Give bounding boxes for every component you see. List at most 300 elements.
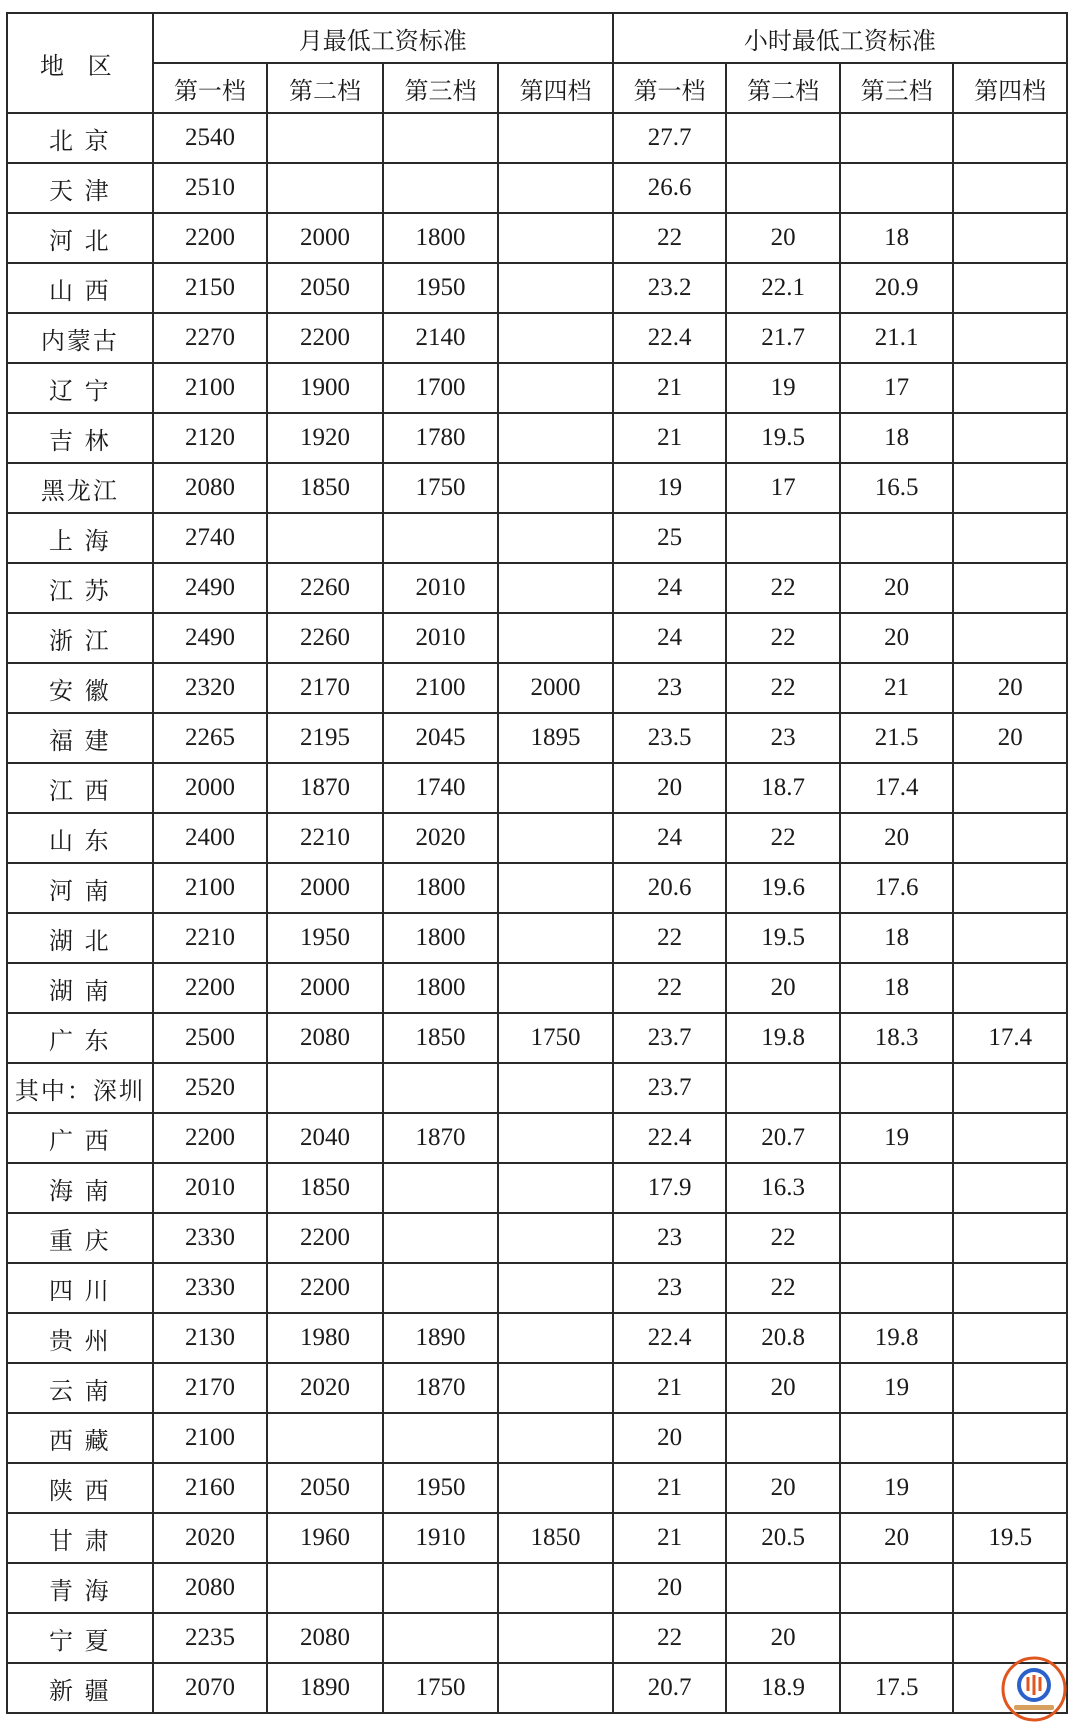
hourly-wage-cell xyxy=(953,163,1067,213)
tier-header: 第二档 xyxy=(726,63,840,113)
hourly-wage-cell: 21.5 xyxy=(840,713,954,763)
hourly-wage-cell xyxy=(953,1313,1067,1363)
monthly-wage-cell: 2320 xyxy=(153,663,268,713)
monthly-wage-cell: 2170 xyxy=(153,1363,268,1413)
hourly-wage-cell xyxy=(840,1613,954,1663)
hourly-wage-cell: 19.6 xyxy=(726,863,840,913)
hourly-wage-cell xyxy=(953,1063,1067,1113)
hourly-wage-cell xyxy=(840,1213,954,1263)
region-cell: 河 南 xyxy=(7,863,153,913)
hourly-wage-cell: 23 xyxy=(613,1213,727,1263)
region-cell: 海 南 xyxy=(7,1163,153,1213)
wage-table-container xyxy=(6,12,1068,1714)
monthly-wage-cell xyxy=(498,1313,613,1363)
hourly-wage-cell: 22 xyxy=(726,663,840,713)
monthly-wage-cell: 1700 xyxy=(383,363,499,413)
monthly-wage-cell: 2100 xyxy=(153,863,268,913)
table-row xyxy=(7,913,1067,963)
monthly-wage-cell xyxy=(498,1263,613,1313)
hourly-wage-cell xyxy=(953,1563,1067,1613)
monthly-wage-cell: 2210 xyxy=(267,813,383,863)
monthly-wage-cell xyxy=(383,1063,499,1113)
hourly-wage-cell: 23 xyxy=(613,663,727,713)
tier-header: 第一档 xyxy=(613,63,727,113)
monthly-wage-cell: 2080 xyxy=(153,463,268,513)
monthly-wage-cell: 2100 xyxy=(153,363,268,413)
monthly-wage-cell: 1800 xyxy=(383,863,499,913)
region-cell: 湖 北 xyxy=(7,913,153,963)
monthly-wage-cell: 2050 xyxy=(267,1463,383,1513)
table-row xyxy=(7,1213,1067,1263)
monthly-wage-cell xyxy=(383,113,499,163)
monthly-wage-cell xyxy=(498,963,613,1013)
table-row xyxy=(7,1263,1067,1313)
hourly-wage-cell: 23 xyxy=(613,1263,727,1313)
region-cell: 贵 州 xyxy=(7,1313,153,1363)
hourly-wage-cell: 18.9 xyxy=(726,1663,840,1713)
hourly-wage-cell: 27.7 xyxy=(613,113,727,163)
monthly-wage-cell xyxy=(498,763,613,813)
monthly-wage-cell xyxy=(498,313,613,363)
monthly-wage-cell: 2000 xyxy=(267,213,383,263)
monthly-wage-cell: 2490 xyxy=(153,613,268,663)
hourly-wage-cell: 17.6 xyxy=(840,863,954,913)
hourly-wage-cell xyxy=(953,513,1067,563)
hourly-wage-cell xyxy=(840,1413,954,1463)
hourly-wage-cell: 17.5 xyxy=(840,1663,954,1713)
hourly-wage-cell: 20 xyxy=(840,563,954,613)
hourly-wage-cell xyxy=(726,1563,840,1613)
hourly-wage-cell xyxy=(953,863,1067,913)
region-cell: 江 苏 xyxy=(7,563,153,613)
hourly-wage-cell: 16.5 xyxy=(840,463,954,513)
hourly-wage-cell: 22 xyxy=(726,1213,840,1263)
table-row xyxy=(7,213,1067,263)
monthly-wage-cell: 2170 xyxy=(267,663,383,713)
monthly-wage-cell xyxy=(267,1413,383,1463)
hourly-wage-cell: 24 xyxy=(613,613,727,663)
region-cell: 新 疆 xyxy=(7,1663,153,1713)
monthly-wage-cell: 2160 xyxy=(153,1463,268,1513)
watermark-text-bar xyxy=(1014,1705,1054,1710)
monthly-wage-cell: 2330 xyxy=(153,1213,268,1263)
hourly-wage-cell xyxy=(840,1063,954,1113)
monthly-wage-cell: 2260 xyxy=(267,613,383,663)
hourly-wage-cell: 24 xyxy=(613,813,727,863)
monthly-wage-cell: 1960 xyxy=(267,1513,383,1563)
hourly-wage-cell: 18 xyxy=(840,913,954,963)
hourly-wage-cell xyxy=(953,563,1067,613)
hourly-wage-cell: 20 xyxy=(840,813,954,863)
table-row xyxy=(7,1663,1067,1713)
hourly-wage-cell: 20 xyxy=(613,1413,727,1463)
region-cell: 黑龙江 xyxy=(7,463,153,513)
hourly-wage-cell xyxy=(953,963,1067,1013)
hourly-wage-cell xyxy=(726,113,840,163)
region-cell: 云 南 xyxy=(7,1363,153,1413)
hourly-wage-cell: 22.1 xyxy=(726,263,840,313)
monthly-wage-cell xyxy=(383,1163,499,1213)
monthly-wage-cell: 2195 xyxy=(267,713,383,763)
monthly-wage-group-header: 月最低工资标准 xyxy=(153,13,613,63)
table-row xyxy=(7,713,1067,763)
monthly-wage-cell xyxy=(498,1363,613,1413)
hourly-wage-cell xyxy=(953,813,1067,863)
watermark-mark xyxy=(1028,1675,1040,1695)
hourly-wage-cell: 21.1 xyxy=(840,313,954,363)
monthly-wage-cell: 2200 xyxy=(267,1213,383,1263)
monthly-wage-cell xyxy=(383,1263,499,1313)
table-header xyxy=(7,13,1067,113)
monthly-wage-cell: 2490 xyxy=(153,563,268,613)
table-row xyxy=(7,413,1067,463)
hourly-wage-cell: 18 xyxy=(840,413,954,463)
hourly-wage-cell: 22 xyxy=(726,613,840,663)
table-row xyxy=(7,613,1067,663)
tier-header: 第三档 xyxy=(383,63,499,113)
hourly-wage-cell xyxy=(953,913,1067,963)
hourly-wage-cell: 20 xyxy=(840,1513,954,1563)
hourly-wage-cell: 21 xyxy=(613,413,727,463)
hourly-wage-cell xyxy=(953,113,1067,163)
hourly-wage-cell: 20.5 xyxy=(726,1513,840,1563)
hourly-wage-cell xyxy=(953,413,1067,463)
monthly-wage-cell xyxy=(498,413,613,463)
monthly-wage-cell xyxy=(383,1563,499,1613)
hourly-wage-cell: 20 xyxy=(726,1613,840,1663)
monthly-wage-cell xyxy=(498,213,613,263)
monthly-wage-cell: 2000 xyxy=(267,863,383,913)
monthly-wage-cell: 1740 xyxy=(383,763,499,813)
monthly-wage-cell xyxy=(383,163,499,213)
hourly-wage-cell: 23.2 xyxy=(613,263,727,313)
hourly-wage-cell xyxy=(840,1263,954,1313)
hourly-wage-cell: 20 xyxy=(613,1563,727,1613)
hourly-wage-cell: 19 xyxy=(840,1363,954,1413)
hourly-wage-cell: 20.7 xyxy=(613,1663,727,1713)
monthly-wage-cell: 2260 xyxy=(267,563,383,613)
hourly-wage-cell: 20.7 xyxy=(726,1113,840,1163)
hourly-wage-cell: 19.5 xyxy=(726,913,840,963)
hourly-wage-cell: 20 xyxy=(953,713,1067,763)
hourly-wage-cell: 22 xyxy=(726,1263,840,1313)
hourly-wage-cell: 22 xyxy=(726,813,840,863)
monthly-wage-cell: 2200 xyxy=(153,213,268,263)
monthly-wage-cell: 1980 xyxy=(267,1313,383,1363)
region-cell: 江 西 xyxy=(7,763,153,813)
hourly-wage-cell xyxy=(953,313,1067,363)
hourly-wage-cell xyxy=(953,763,1067,813)
table-row xyxy=(7,1463,1067,1513)
hourly-wage-cell: 20 xyxy=(726,1463,840,1513)
monthly-wage-cell xyxy=(498,513,613,563)
monthly-wage-cell: 1850 xyxy=(383,1013,499,1063)
monthly-wage-cell xyxy=(498,563,613,613)
hourly-wage-cell xyxy=(953,263,1067,313)
hourly-wage-cell: 22 xyxy=(613,913,727,963)
hourly-wage-cell: 18 xyxy=(840,213,954,263)
hourly-wage-cell: 19 xyxy=(840,1463,954,1513)
table-row xyxy=(7,1613,1067,1663)
hourly-wage-cell: 21 xyxy=(613,363,727,413)
hourly-wage-cell xyxy=(953,1213,1067,1263)
monthly-wage-cell xyxy=(267,1563,383,1613)
monthly-wage-cell: 2140 xyxy=(383,313,499,363)
hourly-wage-cell xyxy=(953,613,1067,663)
monthly-wage-cell: 2080 xyxy=(267,1013,383,1063)
monthly-wage-cell xyxy=(383,1213,499,1263)
monthly-wage-cell: 2020 xyxy=(267,1363,383,1413)
monthly-wage-cell: 2080 xyxy=(267,1613,383,1663)
region-cell: 北 京 xyxy=(7,113,153,163)
monthly-wage-cell: 2045 xyxy=(383,713,499,763)
table-row xyxy=(7,113,1067,163)
hourly-wage-cell: 17 xyxy=(726,463,840,513)
hourly-wage-cell xyxy=(953,1363,1067,1413)
monthly-wage-cell xyxy=(498,613,613,663)
hourly-wage-cell: 17.4 xyxy=(840,763,954,813)
monthly-wage-cell xyxy=(498,1413,613,1463)
hourly-wage-cell: 22.4 xyxy=(613,313,727,363)
hourly-wage-cell: 22 xyxy=(726,563,840,613)
monthly-wage-cell xyxy=(498,913,613,963)
monthly-wage-cell: 1890 xyxy=(383,1313,499,1363)
table-row xyxy=(7,663,1067,713)
region-cell: 青 海 xyxy=(7,1563,153,1613)
region-cell: 天 津 xyxy=(7,163,153,213)
table-row xyxy=(7,1113,1067,1163)
region-cell: 重 庆 xyxy=(7,1213,153,1263)
table-row xyxy=(7,463,1067,513)
hourly-wage-cell: 20 xyxy=(953,663,1067,713)
hourly-wage-cell: 23 xyxy=(726,713,840,763)
hourly-wage-cell: 22 xyxy=(613,213,727,263)
header-row-tiers xyxy=(7,63,1067,113)
hourly-wage-cell: 22 xyxy=(613,1613,727,1663)
hourly-wage-cell: 19 xyxy=(613,463,727,513)
monthly-wage-cell: 2210 xyxy=(153,913,268,963)
hourly-wage-cell xyxy=(953,1413,1067,1463)
hourly-wage-cell: 21 xyxy=(613,1463,727,1513)
minimum-wage-table xyxy=(6,12,1068,1714)
monthly-wage-cell: 1870 xyxy=(383,1363,499,1413)
monthly-wage-cell: 2235 xyxy=(153,1613,268,1663)
region-cell: 陕 西 xyxy=(7,1463,153,1513)
table-row xyxy=(7,813,1067,863)
hourly-wage-cell: 20.6 xyxy=(613,863,727,913)
hourly-wage-cell xyxy=(840,113,954,163)
monthly-wage-cell: 2130 xyxy=(153,1313,268,1363)
monthly-wage-cell xyxy=(267,113,383,163)
region-cell: 西 藏 xyxy=(7,1413,153,1463)
table-row xyxy=(7,863,1067,913)
hourly-wage-cell xyxy=(953,213,1067,263)
monthly-wage-cell: 1950 xyxy=(267,913,383,963)
monthly-wage-cell: 2000 xyxy=(267,963,383,1013)
monthly-wage-cell: 2330 xyxy=(153,1263,268,1313)
monthly-wage-cell xyxy=(498,1663,613,1713)
hourly-wage-cell: 21.7 xyxy=(726,313,840,363)
monthly-wage-cell xyxy=(498,363,613,413)
table-row xyxy=(7,313,1067,363)
table-row xyxy=(7,963,1067,1013)
region-cell: 内蒙古 xyxy=(7,313,153,363)
monthly-wage-cell xyxy=(267,1063,383,1113)
hourly-wage-cell xyxy=(953,363,1067,413)
monthly-wage-cell: 2500 xyxy=(153,1013,268,1063)
hourly-wage-cell: 21 xyxy=(613,1363,727,1413)
hourly-wage-cell: 22.4 xyxy=(613,1113,727,1163)
monthly-wage-cell: 2050 xyxy=(267,263,383,313)
hourly-wage-cell: 17.9 xyxy=(613,1163,727,1213)
hourly-wage-cell: 18 xyxy=(840,963,954,1013)
hourly-wage-cell: 23.7 xyxy=(613,1013,727,1063)
region-cell: 福 建 xyxy=(7,713,153,763)
monthly-wage-cell: 2510 xyxy=(153,163,268,213)
monthly-wage-cell: 1800 xyxy=(383,913,499,963)
hourly-wage-cell xyxy=(726,513,840,563)
hourly-wage-cell xyxy=(840,1563,954,1613)
table-row xyxy=(7,563,1067,613)
table-row xyxy=(7,1313,1067,1363)
monthly-wage-cell: 1870 xyxy=(267,763,383,813)
monthly-wage-cell: 2200 xyxy=(153,1113,268,1163)
region-column-header: 地 区 xyxy=(7,13,153,113)
hourly-wage-cell: 20 xyxy=(840,613,954,663)
monthly-wage-cell xyxy=(498,1063,613,1113)
monthly-wage-cell: 2120 xyxy=(153,413,268,463)
hourly-wage-cell xyxy=(953,1113,1067,1163)
region-cell: 辽 宁 xyxy=(7,363,153,413)
tier-header: 第一档 xyxy=(153,63,268,113)
hourly-wage-cell xyxy=(953,1463,1067,1513)
hourly-wage-cell: 20 xyxy=(726,1363,840,1413)
monthly-wage-cell: 2080 xyxy=(153,1563,268,1613)
monthly-wage-cell: 1950 xyxy=(383,263,499,313)
monthly-wage-cell: 2150 xyxy=(153,263,268,313)
table-row xyxy=(7,1513,1067,1563)
table-row xyxy=(7,513,1067,563)
hourly-wage-cell: 17.4 xyxy=(953,1013,1067,1063)
monthly-wage-cell: 2010 xyxy=(383,563,499,613)
hourly-wage-cell: 21 xyxy=(840,663,954,713)
region-cell: 其中：深圳 xyxy=(7,1063,153,1113)
table-row xyxy=(7,1363,1067,1413)
monthly-wage-cell: 1850 xyxy=(267,1163,383,1213)
hourly-wage-cell xyxy=(953,1263,1067,1313)
hourly-wage-cell: 19.8 xyxy=(840,1313,954,1363)
monthly-wage-cell: 2400 xyxy=(153,813,268,863)
monthly-wage-cell: 1910 xyxy=(383,1513,499,1563)
monthly-wage-cell: 2200 xyxy=(267,1263,383,1313)
region-cell: 山 东 xyxy=(7,813,153,863)
hourly-wage-cell: 22 xyxy=(613,963,727,1013)
table-row xyxy=(7,363,1067,413)
hourly-wage-cell xyxy=(726,1413,840,1463)
region-cell: 湖 南 xyxy=(7,963,153,1013)
monthly-wage-cell xyxy=(498,813,613,863)
hourly-wage-cell: 16.3 xyxy=(726,1163,840,1213)
monthly-wage-cell: 2010 xyxy=(383,613,499,663)
hourly-wage-cell xyxy=(953,1163,1067,1213)
monthly-wage-cell xyxy=(498,1163,613,1213)
monthly-wage-cell: 2520 xyxy=(153,1063,268,1113)
region-cell: 广 东 xyxy=(7,1013,153,1063)
monthly-wage-cell xyxy=(498,113,613,163)
monthly-wage-cell: 2000 xyxy=(153,763,268,813)
hourly-wage-cell: 24 xyxy=(613,563,727,613)
hourly-wage-cell: 18.3 xyxy=(840,1013,954,1063)
hourly-wage-cell xyxy=(726,163,840,213)
monthly-wage-cell: 1750 xyxy=(383,463,499,513)
monthly-wage-cell xyxy=(267,163,383,213)
region-cell: 上 海 xyxy=(7,513,153,563)
monthly-wage-cell: 1895 xyxy=(498,713,613,763)
watermark-logo xyxy=(1000,1655,1068,1723)
monthly-wage-cell xyxy=(267,513,383,563)
monthly-wage-cell xyxy=(498,163,613,213)
monthly-wage-cell: 2100 xyxy=(153,1413,268,1463)
monthly-wage-cell: 2010 xyxy=(153,1163,268,1213)
hourly-wage-cell: 20 xyxy=(613,763,727,813)
monthly-wage-cell: 1850 xyxy=(267,463,383,513)
table-row xyxy=(7,763,1067,813)
region-cell: 河 北 xyxy=(7,213,153,263)
hourly-wage-cell: 25 xyxy=(613,513,727,563)
header-row-groups xyxy=(7,13,1067,63)
hourly-wage-cell: 23.7 xyxy=(613,1063,727,1113)
monthly-wage-cell xyxy=(498,263,613,313)
monthly-wage-cell: 1890 xyxy=(267,1663,383,1713)
hourly-wage-cell: 18.7 xyxy=(726,763,840,813)
monthly-wage-cell: 2265 xyxy=(153,713,268,763)
table-body xyxy=(7,113,1067,1713)
monthly-wage-cell: 2270 xyxy=(153,313,268,363)
hourly-wage-group-header: 小时最低工资标准 xyxy=(613,13,1067,63)
monthly-wage-cell: 2100 xyxy=(383,663,499,713)
tier-header: 第三档 xyxy=(840,63,954,113)
hourly-wage-cell: 23.5 xyxy=(613,713,727,763)
table-row xyxy=(7,1413,1067,1463)
tier-header: 第四档 xyxy=(498,63,613,113)
hourly-wage-cell: 19.5 xyxy=(953,1513,1067,1563)
hourly-wage-cell: 20 xyxy=(726,213,840,263)
region-cell: 广 西 xyxy=(7,1113,153,1163)
monthly-wage-cell: 2540 xyxy=(153,113,268,163)
hourly-wage-cell: 20 xyxy=(726,963,840,1013)
hourly-wage-cell xyxy=(953,463,1067,513)
hourly-wage-cell: 20.9 xyxy=(840,263,954,313)
region-cell: 四 川 xyxy=(7,1263,153,1313)
monthly-wage-cell: 1850 xyxy=(498,1513,613,1563)
monthly-wage-cell: 1780 xyxy=(383,413,499,463)
monthly-wage-cell xyxy=(498,463,613,513)
region-cell: 宁 夏 xyxy=(7,1613,153,1663)
region-cell: 安 徽 xyxy=(7,663,153,713)
monthly-wage-cell xyxy=(498,1463,613,1513)
monthly-wage-cell: 1750 xyxy=(383,1663,499,1713)
monthly-wage-cell xyxy=(383,513,499,563)
hourly-wage-cell xyxy=(840,163,954,213)
table-row xyxy=(7,1163,1067,1213)
hourly-wage-cell: 20.8 xyxy=(726,1313,840,1363)
hourly-wage-cell xyxy=(840,1163,954,1213)
monthly-wage-cell xyxy=(498,1213,613,1263)
hourly-wage-cell xyxy=(840,513,954,563)
tier-header: 第四档 xyxy=(953,63,1067,113)
monthly-wage-cell: 1900 xyxy=(267,363,383,413)
hourly-wage-cell: 22.4 xyxy=(613,1313,727,1363)
